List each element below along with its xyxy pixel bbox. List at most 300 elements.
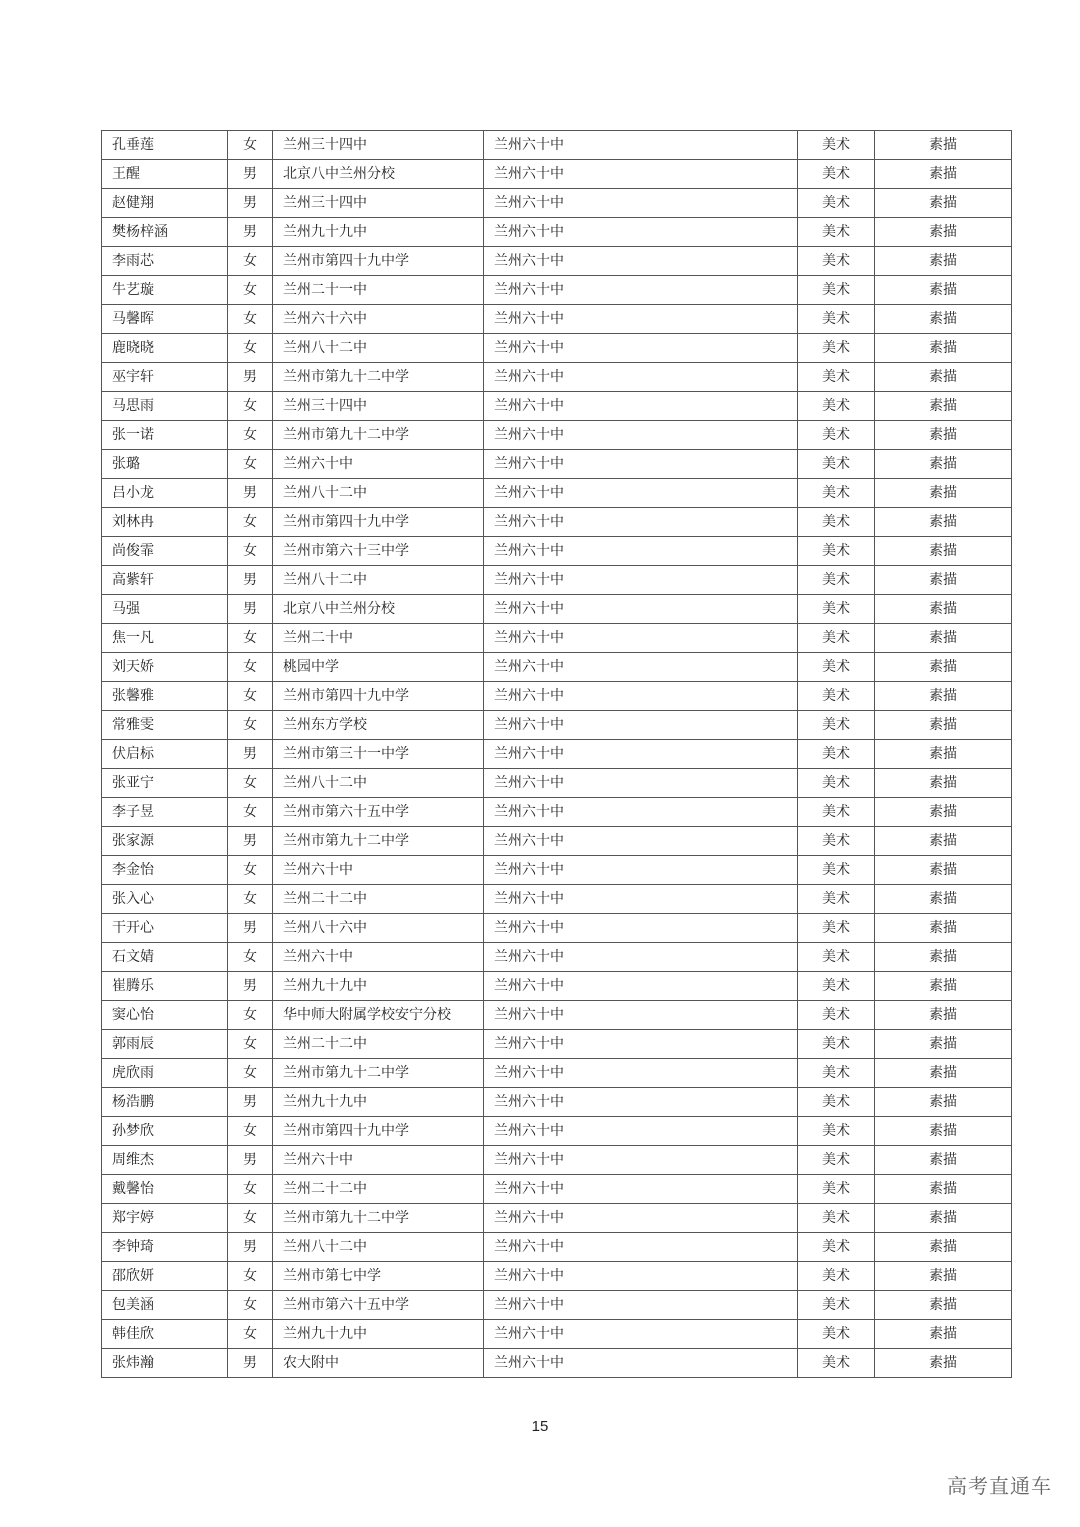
gender-cell: 男 xyxy=(228,566,273,595)
student-name-cell: 尚俊霏 xyxy=(102,537,228,566)
gender-cell: 女 xyxy=(228,1030,273,1059)
exam-site-cell: 兰州六十中 xyxy=(484,1059,798,1088)
gender-cell: 男 xyxy=(228,595,273,624)
gender-cell: 女 xyxy=(228,450,273,479)
exam-item-cell: 素描 xyxy=(875,1262,1012,1291)
table-row xyxy=(102,1059,1012,1088)
exam-site-cell: 兰州六十中 xyxy=(484,1088,798,1117)
student-name-cell: 牛艺璇 xyxy=(102,276,228,305)
exam-item-cell: 素描 xyxy=(875,305,1012,334)
subject-cell: 美术 xyxy=(798,160,875,189)
exam-item-cell: 素描 xyxy=(875,624,1012,653)
gender-cell: 女 xyxy=(228,1204,273,1233)
student-name-cell: 李子昱 xyxy=(102,798,228,827)
student-name-cell: 李钟琦 xyxy=(102,1233,228,1262)
gender-cell: 女 xyxy=(228,1001,273,1030)
student-name-cell: 杨浩鹏 xyxy=(102,1088,228,1117)
gender-cell: 男 xyxy=(228,1088,273,1117)
exam-site-cell: 兰州六十中 xyxy=(484,189,798,218)
table-row xyxy=(102,247,1012,276)
exam-item-cell: 素描 xyxy=(875,479,1012,508)
exam-item-cell: 素描 xyxy=(875,1059,1012,1088)
subject-cell: 美术 xyxy=(798,1291,875,1320)
student-name-cell: 崔腾乐 xyxy=(102,972,228,1001)
school-cell: 兰州八十六中 xyxy=(273,914,484,943)
subject-cell: 美术 xyxy=(798,566,875,595)
exam-site-cell: 兰州六十中 xyxy=(484,885,798,914)
student-name-cell: 刘天娇 xyxy=(102,653,228,682)
exam-site-cell: 兰州六十中 xyxy=(484,827,798,856)
table-row xyxy=(102,189,1012,218)
student-name-cell: 郭雨辰 xyxy=(102,1030,228,1059)
subject-cell: 美术 xyxy=(798,624,875,653)
exam-item-cell: 素描 xyxy=(875,740,1012,769)
subject-cell: 美术 xyxy=(798,131,875,160)
table-row xyxy=(102,508,1012,537)
exam-site-cell: 兰州六十中 xyxy=(484,276,798,305)
school-cell: 兰州六十中 xyxy=(273,1146,484,1175)
gender-cell: 女 xyxy=(228,1117,273,1146)
exam-site-cell: 兰州六十中 xyxy=(484,508,798,537)
school-cell: 兰州三十四中 xyxy=(273,189,484,218)
exam-item-cell: 素描 xyxy=(875,392,1012,421)
exam-item-cell: 素描 xyxy=(875,363,1012,392)
student-name-cell: 张一诺 xyxy=(102,421,228,450)
exam-site-cell: 兰州六十中 xyxy=(484,160,798,189)
gender-cell: 女 xyxy=(228,1262,273,1291)
school-cell: 兰州九十九中 xyxy=(273,218,484,247)
school-cell: 兰州六十中 xyxy=(273,856,484,885)
student-name-cell: 张璐 xyxy=(102,450,228,479)
subject-cell: 美术 xyxy=(798,392,875,421)
subject-cell: 美术 xyxy=(798,1030,875,1059)
exam-site-cell: 兰州六十中 xyxy=(484,305,798,334)
subject-cell: 美术 xyxy=(798,1349,875,1378)
exam-site-cell: 兰州六十中 xyxy=(484,537,798,566)
school-cell: 兰州八十二中 xyxy=(273,334,484,363)
subject-cell: 美术 xyxy=(798,827,875,856)
student-name-cell: 虎欣雨 xyxy=(102,1059,228,1088)
gender-cell: 女 xyxy=(228,392,273,421)
exam-site-cell: 兰州六十中 xyxy=(484,653,798,682)
school-cell: 兰州九十九中 xyxy=(273,1320,484,1349)
table-row xyxy=(102,827,1012,856)
table-row xyxy=(102,595,1012,624)
school-cell: 兰州八十二中 xyxy=(273,479,484,508)
school-cell: 兰州六十中 xyxy=(273,450,484,479)
student-name-cell: 张入心 xyxy=(102,885,228,914)
subject-cell: 美术 xyxy=(798,1262,875,1291)
subject-cell: 美术 xyxy=(798,421,875,450)
gender-cell: 女 xyxy=(228,1291,273,1320)
school-cell: 兰州二十二中 xyxy=(273,1030,484,1059)
school-cell: 兰州市第九十二中学 xyxy=(273,1204,484,1233)
exam-item-cell: 素描 xyxy=(875,160,1012,189)
table-row xyxy=(102,914,1012,943)
exam-item-cell: 素描 xyxy=(875,711,1012,740)
exam-item-cell: 素描 xyxy=(875,653,1012,682)
exam-site-cell: 兰州六十中 xyxy=(484,1030,798,1059)
exam-site-cell: 兰州六十中 xyxy=(484,1204,798,1233)
exam-item-cell: 素描 xyxy=(875,827,1012,856)
school-cell: 兰州市第六十三中学 xyxy=(273,537,484,566)
exam-site-cell: 兰州六十中 xyxy=(484,1001,798,1030)
table-row xyxy=(102,363,1012,392)
exam-item-cell: 素描 xyxy=(875,1320,1012,1349)
student-name-cell: 包美涵 xyxy=(102,1291,228,1320)
gender-cell: 女 xyxy=(228,856,273,885)
exam-item-cell: 素描 xyxy=(875,1146,1012,1175)
gender-cell: 女 xyxy=(228,885,273,914)
gender-cell: 男 xyxy=(228,740,273,769)
subject-cell: 美术 xyxy=(798,1175,875,1204)
student-name-cell: 马强 xyxy=(102,595,228,624)
school-cell: 兰州二十二中 xyxy=(273,1175,484,1204)
gender-cell: 女 xyxy=(228,624,273,653)
student-name-cell: 伏启标 xyxy=(102,740,228,769)
exam-item-cell: 素描 xyxy=(875,798,1012,827)
subject-cell: 美术 xyxy=(798,450,875,479)
exam-site-cell: 兰州六十中 xyxy=(484,566,798,595)
gender-cell: 女 xyxy=(228,508,273,537)
exam-item-cell: 素描 xyxy=(875,131,1012,160)
subject-cell: 美术 xyxy=(798,1233,875,1262)
student-name-cell: 周维杰 xyxy=(102,1146,228,1175)
student-name-cell: 张炜瀚 xyxy=(102,1349,228,1378)
exam-item-cell: 素描 xyxy=(875,1175,1012,1204)
exam-item-cell: 素描 xyxy=(875,218,1012,247)
table-row xyxy=(102,421,1012,450)
exam-site-cell: 兰州六十中 xyxy=(484,479,798,508)
exam-item-cell: 素描 xyxy=(875,885,1012,914)
table-row xyxy=(102,1001,1012,1030)
table-row xyxy=(102,740,1012,769)
table-row xyxy=(102,1088,1012,1117)
subject-cell: 美术 xyxy=(798,769,875,798)
school-cell: 北京八中兰州分校 xyxy=(273,160,484,189)
exam-site-cell: 兰州六十中 xyxy=(484,711,798,740)
exam-site-cell: 兰州六十中 xyxy=(484,1233,798,1262)
student-name-cell: 樊杨梓涵 xyxy=(102,218,228,247)
table-row xyxy=(102,1262,1012,1291)
exam-site-cell: 兰州六十中 xyxy=(484,1117,798,1146)
subject-cell: 美术 xyxy=(798,1088,875,1117)
subject-cell: 美术 xyxy=(798,943,875,972)
school-cell: 兰州市第六十五中学 xyxy=(273,798,484,827)
student-name-cell: 高紫轩 xyxy=(102,566,228,595)
subject-cell: 美术 xyxy=(798,1117,875,1146)
table-row xyxy=(102,856,1012,885)
gender-cell: 男 xyxy=(228,972,273,1001)
exam-item-cell: 素描 xyxy=(875,421,1012,450)
school-cell: 兰州三十四中 xyxy=(273,392,484,421)
subject-cell: 美术 xyxy=(798,479,875,508)
gender-cell: 女 xyxy=(228,798,273,827)
subject-cell: 美术 xyxy=(798,972,875,1001)
school-cell: 兰州市第九十二中学 xyxy=(273,363,484,392)
exam-site-cell: 兰州六十中 xyxy=(484,624,798,653)
table-row xyxy=(102,334,1012,363)
gender-cell: 女 xyxy=(228,1320,273,1349)
exam-item-cell: 素描 xyxy=(875,1291,1012,1320)
gender-cell: 男 xyxy=(228,1349,273,1378)
table-row xyxy=(102,769,1012,798)
gender-cell: 女 xyxy=(228,305,273,334)
gender-cell: 女 xyxy=(228,682,273,711)
subject-cell: 美术 xyxy=(798,682,875,711)
exam-site-cell: 兰州六十中 xyxy=(484,856,798,885)
student-name-cell: 石文婧 xyxy=(102,943,228,972)
table-row xyxy=(102,1175,1012,1204)
exam-item-cell: 素描 xyxy=(875,1117,1012,1146)
gender-cell: 男 xyxy=(228,218,273,247)
page-number: 15 xyxy=(531,1418,549,1435)
school-cell: 兰州市第六十五中学 xyxy=(273,1291,484,1320)
student-name-cell: 郑宇婷 xyxy=(102,1204,228,1233)
subject-cell: 美术 xyxy=(798,363,875,392)
table-row xyxy=(102,160,1012,189)
exam-item-cell: 素描 xyxy=(875,450,1012,479)
exam-item-cell: 素描 xyxy=(875,1088,1012,1117)
school-cell: 桃园中学 xyxy=(273,653,484,682)
student-name-cell: 王醒 xyxy=(102,160,228,189)
school-cell: 兰州市第九十二中学 xyxy=(273,1059,484,1088)
school-cell: 兰州六十六中 xyxy=(273,305,484,334)
school-cell: 兰州市第四十九中学 xyxy=(273,247,484,276)
exam-item-cell: 素描 xyxy=(875,682,1012,711)
table-row xyxy=(102,276,1012,305)
school-cell: 兰州市第七中学 xyxy=(273,1262,484,1291)
table-row xyxy=(102,392,1012,421)
table-row xyxy=(102,1117,1012,1146)
gender-cell: 男 xyxy=(228,1233,273,1262)
exam-site-cell: 兰州六十中 xyxy=(484,421,798,450)
student-name-cell: 吕小龙 xyxy=(102,479,228,508)
exam-item-cell: 素描 xyxy=(875,595,1012,624)
subject-cell: 美术 xyxy=(798,798,875,827)
exam-site-cell: 兰州六十中 xyxy=(484,740,798,769)
student-name-cell: 赵健翔 xyxy=(102,189,228,218)
school-cell: 兰州市第四十九中学 xyxy=(273,508,484,537)
gender-cell: 男 xyxy=(228,1146,273,1175)
exam-site-cell: 兰州六十中 xyxy=(484,972,798,1001)
exam-item-cell: 素描 xyxy=(875,769,1012,798)
school-cell: 兰州市第四十九中学 xyxy=(273,682,484,711)
exam-site-cell: 兰州六十中 xyxy=(484,943,798,972)
table-row xyxy=(102,653,1012,682)
table-row xyxy=(102,624,1012,653)
student-name-cell: 马馨晖 xyxy=(102,305,228,334)
subject-cell: 美术 xyxy=(798,885,875,914)
exam-site-cell: 兰州六十中 xyxy=(484,1320,798,1349)
exam-item-cell: 素描 xyxy=(875,508,1012,537)
student-name-cell: 韩佳欣 xyxy=(102,1320,228,1349)
table-row xyxy=(102,1291,1012,1320)
exam-item-cell: 素描 xyxy=(875,1349,1012,1378)
student-name-cell: 干开心 xyxy=(102,914,228,943)
school-cell: 兰州二十二中 xyxy=(273,885,484,914)
exam-item-cell: 素描 xyxy=(875,566,1012,595)
exam-site-cell: 兰州六十中 xyxy=(484,334,798,363)
gender-cell: 男 xyxy=(228,160,273,189)
gender-cell: 男 xyxy=(228,914,273,943)
gender-cell: 女 xyxy=(228,769,273,798)
roster-body xyxy=(102,131,1012,1378)
student-name-cell: 张馨雅 xyxy=(102,682,228,711)
school-cell: 兰州三十四中 xyxy=(273,131,484,160)
table-row xyxy=(102,218,1012,247)
exam-site-cell: 兰州六十中 xyxy=(484,682,798,711)
exam-item-cell: 素描 xyxy=(875,856,1012,885)
exam-item-cell: 素描 xyxy=(875,1001,1012,1030)
exam-site-cell: 兰州六十中 xyxy=(484,798,798,827)
subject-cell: 美术 xyxy=(798,189,875,218)
exam-item-cell: 素描 xyxy=(875,914,1012,943)
exam-site-cell: 兰州六十中 xyxy=(484,1146,798,1175)
subject-cell: 美术 xyxy=(798,305,875,334)
exam-item-cell: 素描 xyxy=(875,537,1012,566)
subject-cell: 美术 xyxy=(798,537,875,566)
watermark-text: 高考直通车 xyxy=(947,1474,1052,1498)
gender-cell: 女 xyxy=(228,1059,273,1088)
gender-cell: 女 xyxy=(228,247,273,276)
table-row xyxy=(102,537,1012,566)
exam-item-cell: 素描 xyxy=(875,276,1012,305)
gender-cell: 女 xyxy=(228,653,273,682)
exam-site-cell: 兰州六十中 xyxy=(484,1175,798,1204)
student-name-cell: 李雨芯 xyxy=(102,247,228,276)
exam-item-cell: 素描 xyxy=(875,1233,1012,1262)
table-row xyxy=(102,1349,1012,1378)
student-name-cell: 孙梦欣 xyxy=(102,1117,228,1146)
subject-cell: 美术 xyxy=(798,1320,875,1349)
exam-site-cell: 兰州六十中 xyxy=(484,1349,798,1378)
student-name-cell: 孔垂莲 xyxy=(102,131,228,160)
subject-cell: 美术 xyxy=(798,508,875,537)
table-row xyxy=(102,711,1012,740)
exam-site-cell: 兰州六十中 xyxy=(484,1291,798,1320)
school-cell: 兰州市第三十一中学 xyxy=(273,740,484,769)
subject-cell: 美术 xyxy=(798,856,875,885)
table-row xyxy=(102,305,1012,334)
gender-cell: 女 xyxy=(228,537,273,566)
student-name-cell: 李金怡 xyxy=(102,856,228,885)
school-cell: 兰州市第九十二中学 xyxy=(273,827,484,856)
gender-cell: 男 xyxy=(228,479,273,508)
table-row xyxy=(102,450,1012,479)
subject-cell: 美术 xyxy=(798,276,875,305)
school-cell: 兰州九十九中 xyxy=(273,1088,484,1117)
student-name-cell: 戴馨怡 xyxy=(102,1175,228,1204)
subject-cell: 美术 xyxy=(798,914,875,943)
school-cell: 兰州八十二中 xyxy=(273,769,484,798)
exam-site-cell: 兰州六十中 xyxy=(484,247,798,276)
table-row xyxy=(102,1204,1012,1233)
subject-cell: 美术 xyxy=(798,653,875,682)
student-name-cell: 邵欣妍 xyxy=(102,1262,228,1291)
student-name-cell: 常雅雯 xyxy=(102,711,228,740)
school-cell: 兰州六十中 xyxy=(273,943,484,972)
school-cell: 华中师大附属学校安宁分校 xyxy=(273,1001,484,1030)
school-cell: 兰州九十九中 xyxy=(273,972,484,1001)
exam-item-cell: 素描 xyxy=(875,189,1012,218)
subject-cell: 美术 xyxy=(798,1001,875,1030)
school-cell: 兰州八十二中 xyxy=(273,1233,484,1262)
table-row xyxy=(102,885,1012,914)
school-cell: 兰州二十一中 xyxy=(273,276,484,305)
gender-cell: 女 xyxy=(228,334,273,363)
exam-item-cell: 素描 xyxy=(875,972,1012,1001)
gender-cell: 男 xyxy=(228,189,273,218)
gender-cell: 女 xyxy=(228,711,273,740)
exam-site-cell: 兰州六十中 xyxy=(484,914,798,943)
table-row xyxy=(102,1030,1012,1059)
subject-cell: 美术 xyxy=(798,595,875,624)
table-row xyxy=(102,1320,1012,1349)
gender-cell: 女 xyxy=(228,943,273,972)
school-cell: 农大附中 xyxy=(273,1349,484,1378)
student-name-cell: 焦一凡 xyxy=(102,624,228,653)
school-cell: 兰州市第九十二中学 xyxy=(273,421,484,450)
subject-cell: 美术 xyxy=(798,740,875,769)
student-name-cell: 窦心怡 xyxy=(102,1001,228,1030)
gender-cell: 女 xyxy=(228,276,273,305)
gender-cell: 女 xyxy=(228,421,273,450)
exam-site-cell: 兰州六十中 xyxy=(484,450,798,479)
table-row xyxy=(102,131,1012,160)
student-name-cell: 马思雨 xyxy=(102,392,228,421)
student-name-cell: 鹿晓晓 xyxy=(102,334,228,363)
school-cell: 北京八中兰州分校 xyxy=(273,595,484,624)
gender-cell: 男 xyxy=(228,827,273,856)
subject-cell: 美术 xyxy=(798,1059,875,1088)
exam-site-cell: 兰州六十中 xyxy=(484,363,798,392)
table-row xyxy=(102,566,1012,595)
exam-site-cell: 兰州六十中 xyxy=(484,392,798,421)
exam-item-cell: 素描 xyxy=(875,334,1012,363)
table-row xyxy=(102,972,1012,1001)
exam-site-cell: 兰州六十中 xyxy=(484,1262,798,1291)
subject-cell: 美术 xyxy=(798,334,875,363)
school-cell: 兰州二十中 xyxy=(273,624,484,653)
exam-item-cell: 素描 xyxy=(875,1030,1012,1059)
exam-site-cell: 兰州六十中 xyxy=(484,769,798,798)
subject-cell: 美术 xyxy=(798,1204,875,1233)
gender-cell: 女 xyxy=(228,1175,273,1204)
exam-item-cell: 素描 xyxy=(875,943,1012,972)
table-row xyxy=(102,682,1012,711)
exam-site-cell: 兰州六十中 xyxy=(484,131,798,160)
subject-cell: 美术 xyxy=(798,218,875,247)
school-cell: 兰州东方学校 xyxy=(273,711,484,740)
table-row xyxy=(102,1233,1012,1262)
subject-cell: 美术 xyxy=(798,1146,875,1175)
gender-cell: 男 xyxy=(228,363,273,392)
school-cell: 兰州市第四十九中学 xyxy=(273,1117,484,1146)
student-name-cell: 刘林冉 xyxy=(102,508,228,537)
table-row xyxy=(102,943,1012,972)
table-row xyxy=(102,798,1012,827)
subject-cell: 美术 xyxy=(798,247,875,276)
exam-site-cell: 兰州六十中 xyxy=(484,595,798,624)
table-row xyxy=(102,1146,1012,1175)
student-name-cell: 张亚宁 xyxy=(102,769,228,798)
exam-item-cell: 素描 xyxy=(875,247,1012,276)
exam-item-cell: 素描 xyxy=(875,1204,1012,1233)
gender-cell: 女 xyxy=(228,131,273,160)
table-row xyxy=(102,479,1012,508)
subject-cell: 美术 xyxy=(798,711,875,740)
